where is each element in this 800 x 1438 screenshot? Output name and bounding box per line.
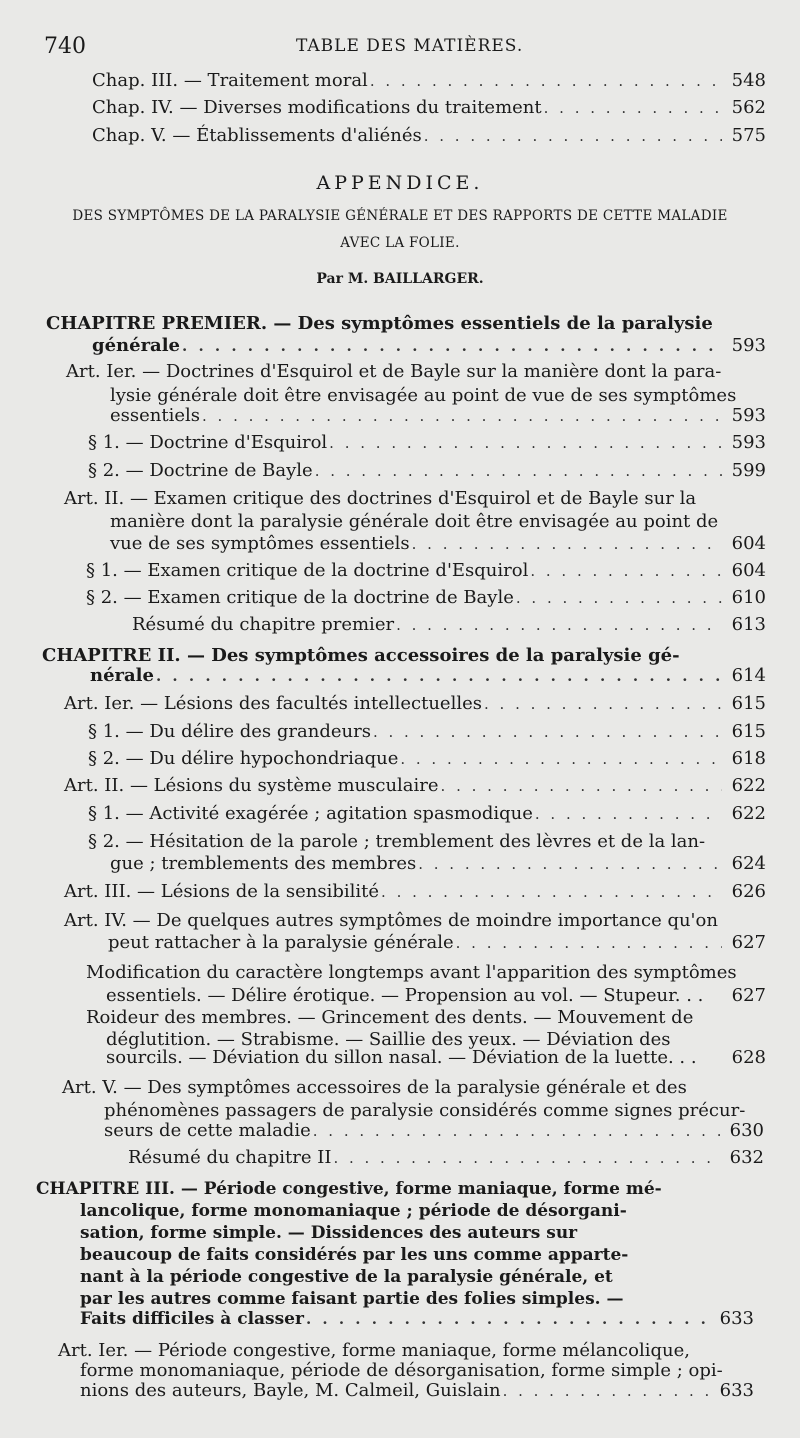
article-line: lysie générale doit être envisagée au point de vue de ses symptômes bbox=[110, 385, 737, 406]
toc-entry: nérale . . . 614 bbox=[90, 663, 766, 689]
article-line: phénomènes passagers de paralysie considérés comme signes précur- bbox=[104, 1100, 746, 1121]
toc-entry: essentiels . . . 593 bbox=[110, 403, 766, 429]
toc-entry: Art. Ier. — Lésions des facultés intellectuelles . . . 615 bbox=[64, 691, 766, 717]
toc-entry: § 2. — Examen critique de la doctrine de Bayle . . . 610 bbox=[86, 585, 766, 611]
toc-entry: essentiels. — Délire érotique. — Propension au vol. — Stupeur. . . 627 bbox=[106, 985, 766, 1006]
appendix-subtitle: AVEC LA FOLIE. bbox=[340, 235, 460, 251]
toc-entry: gue ; tremblements des membres . . . 624 bbox=[110, 851, 766, 877]
article-line: déglutition. — Strabisme. — Saillie des yeux. — Déviation des bbox=[106, 1029, 671, 1050]
toc-entry: sourcils. — Déviation du sillon nasal. — Déviation de la luette. . . 628 bbox=[106, 1047, 766, 1068]
toc-entry: § 1. — Doctrine d'Esquirol . . . 593 bbox=[88, 430, 766, 456]
chapter-heading: CHAPITRE III. — Période congestive, forme maniaque, forme mé- bbox=[36, 1179, 662, 1199]
article-line: § 2. — Hésitation de la parole ; tremblement des lèvres et de la lan- bbox=[88, 831, 706, 852]
article-line: Roideur des membres. — Grincement des dents. — Mouvement de bbox=[86, 1007, 694, 1028]
article-line: Art. Ier. — Doctrines d'Esquirol et de Bayle sur la manière dont la para- bbox=[66, 361, 722, 382]
toc-entry: Chap. III. — Traitement moral . . . 548 bbox=[92, 68, 766, 94]
article-line: manière dont la paralysie générale doit être envisagée au point de bbox=[110, 511, 719, 532]
appendix-author: Par M. BAILLARGER. bbox=[316, 271, 484, 287]
chapter-heading: CHAPITRE II. — Des symptômes accessoires de la paralysie gé- bbox=[42, 645, 680, 666]
chapter-heading: nant à la période congestive de la paralysie générale, et bbox=[80, 1267, 613, 1287]
toc-entry: § 1. — Examen critique de la doctrine d'Esquirol . . . 604 bbox=[86, 558, 766, 584]
toc-entry: nions des auteurs, Bayle, M. Calmeil, Guislain . . . 633 bbox=[80, 1378, 754, 1404]
toc-entry: Chap. V. — Établissements d'aliénés . . . 575 bbox=[92, 123, 766, 149]
toc-entry: Art. III. — Lésions de la sensibilité . . . 626 bbox=[64, 879, 766, 905]
toc-entry: § 2. — Du délire hypochondriaque . . . 618 bbox=[88, 746, 766, 772]
chapter-heading: CHAPITRE PREMIER. — Des symptômes essentiels de la paralysie bbox=[46, 313, 713, 334]
toc-entry: Résumé du chapitre premier . . . 613 bbox=[132, 612, 766, 638]
toc-entry: § 1. — Activité exagérée ; agitation spasmodique . . . 622 bbox=[88, 801, 766, 827]
article-line: forme monomaniaque, période de désorganisation, forme simple ; opi- bbox=[80, 1360, 723, 1381]
toc-entry: générale . . . 593 bbox=[92, 333, 766, 359]
chapter-heading: beaucoup de faits considérés par les uns comme apparte- bbox=[80, 1245, 629, 1265]
chapter-heading: lancolique, forme monomaniaque ; période de désorgani- bbox=[80, 1201, 627, 1221]
toc-entry: peut rattacher à la paralysie générale . . . 627 bbox=[108, 930, 766, 956]
appendix-title: APPENDICE. bbox=[316, 172, 484, 194]
appendix-subtitle: DES SYMPTÔMES DE LA PARALYSIE GÉNÉRALE ET DES RAPPORTS DE CETTE MALADIE bbox=[72, 208, 728, 224]
article-line: Art. V. — Des symptômes accessoires de la paralysie générale et des bbox=[62, 1077, 687, 1098]
toc-entry: Art. II. — Lésions du système musculaire . . . 622 bbox=[64, 773, 766, 799]
page-number: 740 bbox=[44, 34, 86, 59]
article-line: Modification du caractère longtemps avant l'apparition des symptômes bbox=[86, 962, 737, 983]
toc-entry: § 1. — Du délire des grandeurs . . . 615 bbox=[88, 719, 766, 745]
article-line: Art. Ier. — Période congestive, forme maniaque, forme mélancolique, bbox=[58, 1340, 690, 1361]
chapter-heading: sation, forme simple. — Dissidences des auteurs sur bbox=[80, 1223, 578, 1243]
article-line: Art. IV. — De quelques autres symptômes de moindre importance qu'on bbox=[64, 910, 718, 931]
toc-entry: Faits difficiles à classer . . . 633 bbox=[80, 1306, 754, 1332]
running-title: TABLE DES MATIÈRES. bbox=[296, 36, 524, 56]
toc-entry: § 2. — Doctrine de Bayle . . . 599 bbox=[88, 458, 766, 484]
running-header bbox=[0, 34, 800, 58]
toc-entry: Résumé du chapitre II . . . 632 bbox=[128, 1145, 764, 1171]
toc-entry: vue de ses symptômes essentiels . . . 604 bbox=[110, 531, 766, 557]
chapter-heading: par les autres comme faisant partie des folies simples. — bbox=[80, 1289, 624, 1309]
toc-entry: seurs de cette maladie . . . 630 bbox=[104, 1118, 764, 1144]
toc-entry: Chap. IV. — Diverses modifications du traitement . . . 562 bbox=[92, 95, 766, 121]
article-line: Art. II. — Examen critique des doctrines d'Esquirol et de Bayle sur la bbox=[64, 488, 697, 509]
